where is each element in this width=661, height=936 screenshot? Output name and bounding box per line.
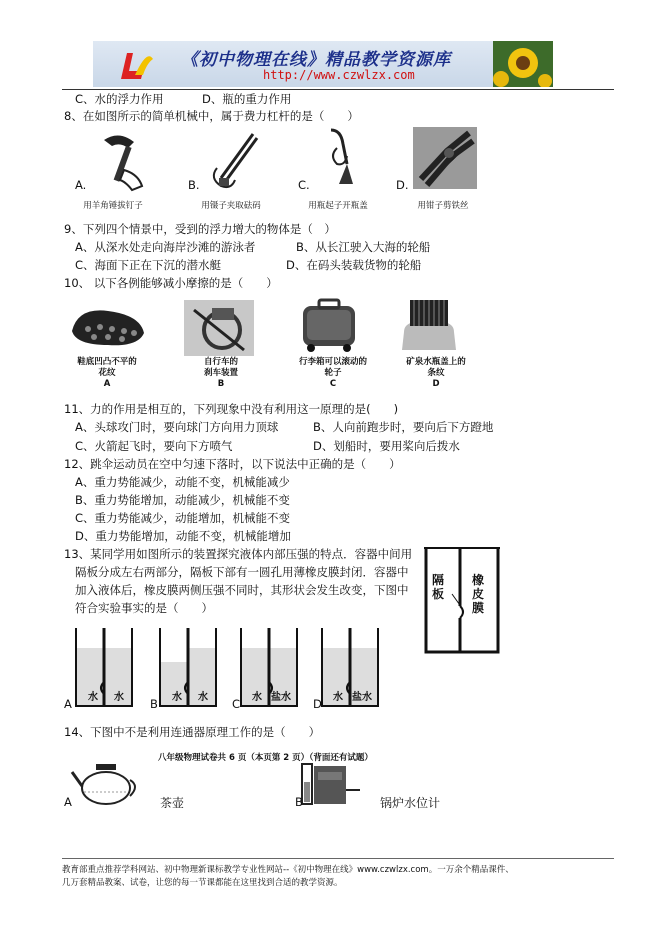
q14-option-b-letter: B [295,795,303,809]
q8-caption-a: 用羊角锤拔钉子 [83,201,143,211]
q8-letter-d: D. [396,178,409,192]
q8-letter-c: C. [298,178,310,192]
q9-option-c: C、海面下正在下沉的潜水艇 [75,258,222,272]
q12-option-c: C、重力势能减少，动能增加，机械能不变 [75,511,291,525]
q8-caption-c: 用瓶起子开瓶盖 [308,201,368,211]
bottle-opener-icon [317,126,371,192]
q9-option-b: B、从长江驶入大海的轮船 [296,240,431,254]
partition-label: 隔板 [432,573,445,601]
q13-option-b-right: 水 [198,692,208,703]
container-option-b [158,626,218,708]
q13-line1: 13、某同学用如图所示的装置探究液体内部压强的特点．容器中间用 [64,547,413,561]
q13-option-c-right: 盐水 [271,692,291,703]
q9-stem: 9、下列四个情景中，受到的浮力增大的物体是（ ） [64,222,336,236]
pliers-icon [413,127,477,189]
q12-stem: 12、跳伞运动员在空中匀速下落时，以下说法中正确的是（ ） [64,457,401,471]
q10-caption-b-line2: 刹车装置 [203,368,238,378]
q12-option-d: D、重力势能增加，动能不变，机械能增加 [75,529,291,543]
bike-brake-icon [184,300,254,356]
footer-rule [62,858,614,859]
q13-option-c-letter: C [232,697,241,711]
page-note: 八年级物理试卷共 6 页（本页第 2 页）（背面还有试题） [158,753,373,763]
q10-caption-a-line1: 鞋底凹凸不平的 [77,357,137,367]
q14-stem: 14、下图中不是利用连通器原理工作的是（ ） [64,725,321,739]
q10-caption-c-letter: C [329,379,337,389]
q10-caption-d-line2: 条纹 [427,368,445,378]
pliers-photo [413,127,477,189]
footer-line1: 教育部重点推荐学科网站、初中物理新课标教学专业性网站--《初中物理在线》www.czwlzx.com。一万余个精品课件、 [62,865,514,875]
q14-option-a-letter: A [64,795,72,809]
q14-option-a-label: 茶壶 [160,796,185,810]
q11-option-d: D、划船时，要用桨向后拨水 [313,439,460,453]
q13-option-b-letter: B [150,697,158,711]
q10-caption-a-line2: 花纹 [98,368,116,378]
header-rule [62,89,614,90]
q13-option-b-left: 水 [172,692,182,703]
q10-stem: 10、 以下各例能够减小摩擦的是（ ） [64,276,278,290]
claw-hammer-icon [94,130,150,192]
q12-option-a: A、重力势能减少，动能不变，机械能减少 [75,475,290,489]
banner-title: 《初中物理在线》精品教学资源库 [181,50,451,70]
q8-stem: 8、在如图所示的简单机械中，属于费力杠杆的是（ ） [64,109,359,123]
q13-line4: 符合实验事实的是（ ） [75,601,213,615]
suitcase-icon [297,298,361,354]
container-option-a [74,626,134,708]
q14-option-b-label: 锅炉水位计 [380,796,441,810]
q8-letter-b: B. [188,178,200,192]
q13-option-d-letter: D [313,697,322,711]
q11-option-a: A、头球攻门时，要向球门方向用力顶球 [75,420,279,434]
q8-letter-a: A. [75,178,87,192]
shoe-sole-icon [68,301,148,351]
q8-caption-d: 用钳子剪铁丝 [417,201,469,211]
q13-option-c-left: 水 [252,692,262,703]
bike-brake-photo [184,300,254,356]
q13-line3: 加入液体后，橡皮膜两侧压强不同时，其形状会发生改变，下图中 [75,583,409,597]
q13-option-a-left: 水 [88,692,98,703]
q9-option-a: A、从深水处走向海岸沙滩的游泳者 [75,240,256,254]
q7-option-d: D、瓶的重力作用 [202,92,292,106]
q13-option-d-left: 水 [333,692,343,703]
q9-option-d: D、在码头装载货物的轮船 [286,258,422,272]
tweezers-icon [205,128,263,192]
q13-option-a-letter: A [64,697,72,711]
q10-caption-b-line1: 自行车的 [203,357,238,367]
banner-url: http://www.czwlzx.com [263,68,415,82]
teapot-icon [70,758,142,806]
rubber-membrane-label: 橡皮膜 [472,573,485,615]
boiler-gauge-icon [300,760,360,808]
bottle-cap-icon [396,298,462,354]
q11-option-c: C、火箭起飞时，要向下方喷气 [75,439,233,453]
q11-stem: 11、力的作用是相互的，下列现象中没有利用这一原理的是( ) [64,402,399,416]
q13-option-d-right: 盐水 [352,692,372,703]
q10-caption-c-line1: 行李箱可以滚动的 [298,357,367,367]
q10-caption-d-line1: 矿泉水瓶盖上的 [406,357,466,367]
footer-line2: 几万套精品教案、试卷，让您的每一节课都能在这里找到合适的教学资源。 [62,878,343,888]
q10-caption-c-line2: 轮子 [324,368,342,378]
header-banner [93,41,553,87]
q13-option-a-right: 水 [114,692,124,703]
q8-caption-b: 用镊子夹取砝码 [201,201,261,211]
q13-line2: 隔板分成左右两部分，隔板下部有一圆孔用薄橡皮膜封闭．容器中 [75,565,409,579]
q10-caption-b-letter: B [217,379,225,389]
q10-caption-d-letter: D [432,379,440,389]
q11-option-b: B、人向前跑步时，要向后下方蹬地 [313,420,494,434]
sunflower-icon [493,41,553,87]
site-logo-icon [113,45,157,83]
q7-option-c: C、水的浮力作用 [75,92,164,106]
q10-caption-a-letter: A [103,379,111,389]
q12-option-b: B、重力势能增加，动能减少，机械能不变 [75,493,290,507]
